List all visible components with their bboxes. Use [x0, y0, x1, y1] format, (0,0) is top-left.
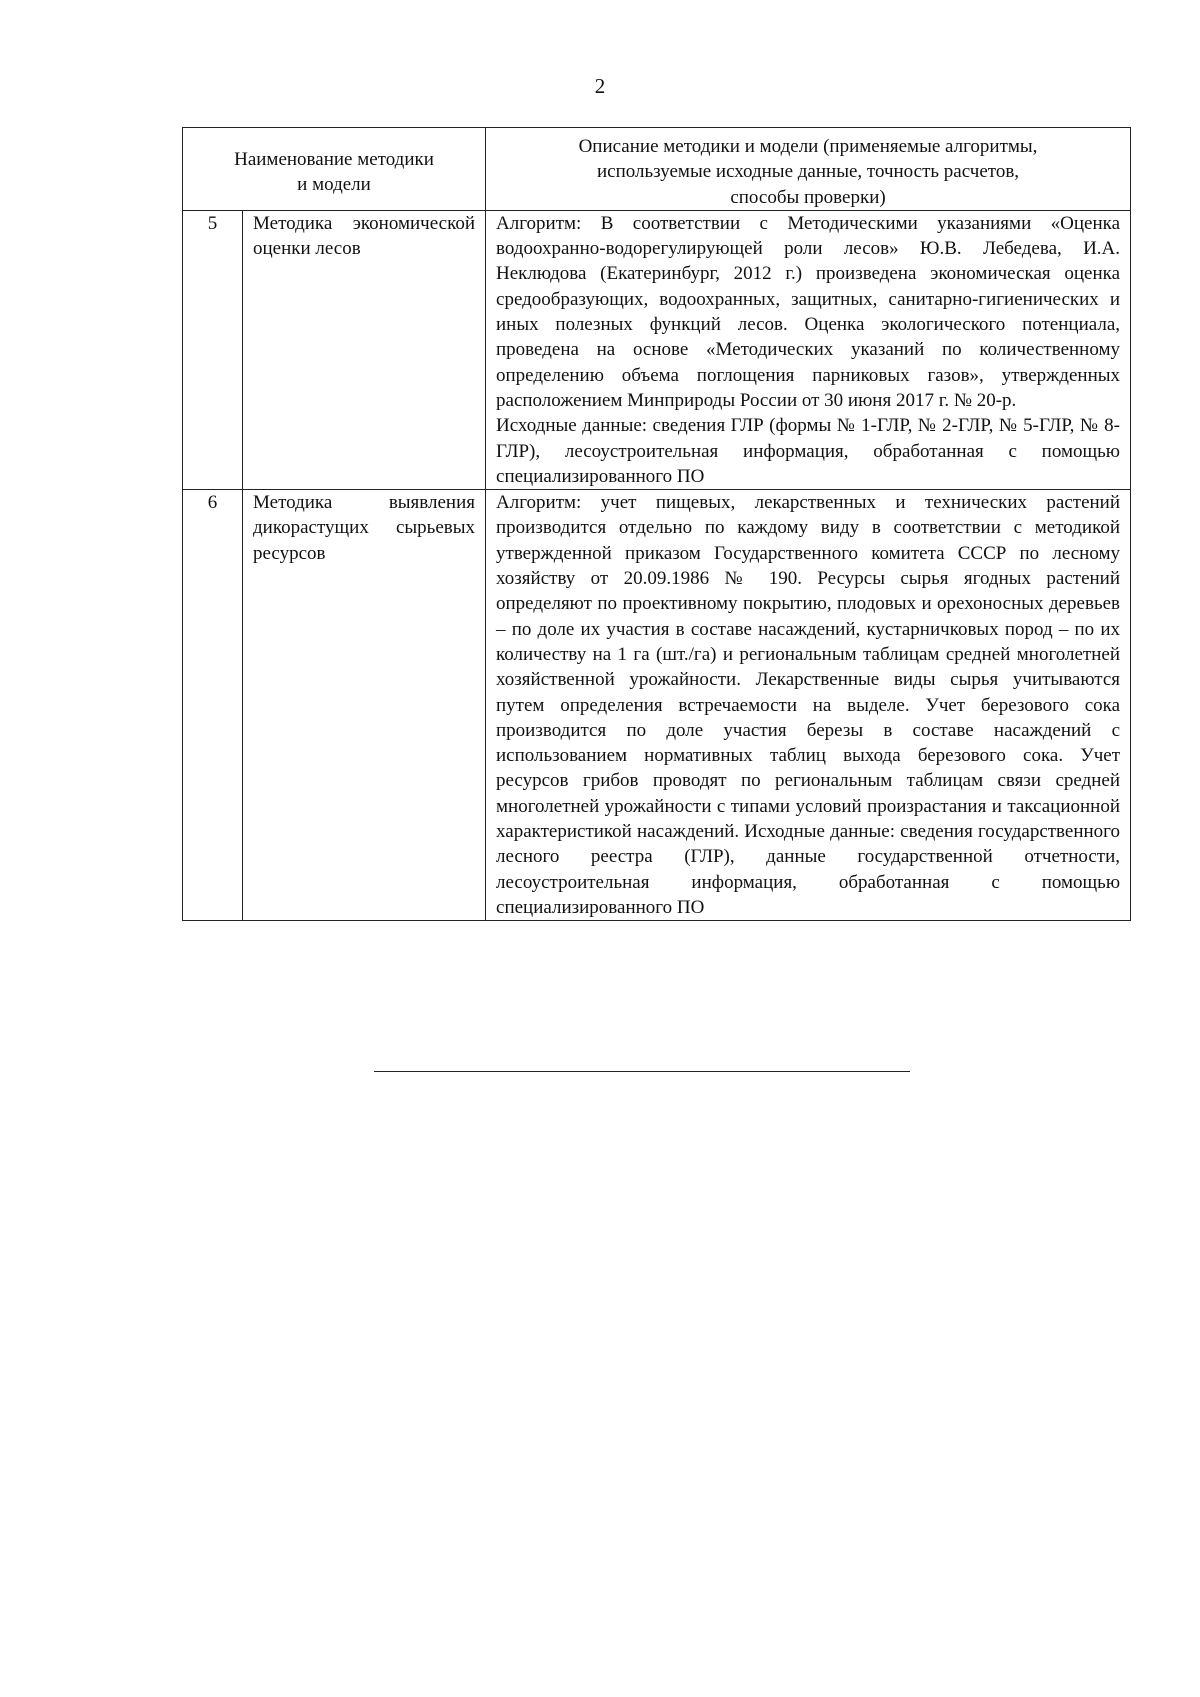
row-number: 5	[183, 210, 243, 489]
header-name-line: и модели	[297, 173, 371, 195]
table-row	[183, 490, 1131, 921]
header-name-line: Наименование методики	[234, 148, 434, 170]
header-name-cell	[183, 128, 486, 211]
method-name: Методика выявления дикорастущих сырьевых ресурсов	[243, 490, 486, 921]
method-algorithm: Алгоритм: учет пищевых, лекарственных и технических растений производится отдельно по каждому виду в соответствии с методикой утвержденной приказом Государственного комитета СССР по лесному хозяйству от 20.09.1986 № 190. Ресурсы сырья ягодных растений определяют по проективному покрытию, плодовых и орехоносных деревьев – по доле их участия в составе насаждений, кустарничковых пород – по их количеству на 1 га (шт./га) и региональным таблицам средней многолетней хозяйственной урожайности. Лекарственные виды сырья учитываются путем определения встречаемости на выделе. Учет березового сока производится по доле участия березы в составе насаждений с использованием нормативных таблиц выхода березового сока. Учет ресурсов грибов проводят по региональным таблицам связи средней многолетней урожайности с типами условий произрастания и таксационной характеристикой насаждений. Исходные данные: сведения государственного лесного реестра (ГЛР), данные государственной отчетности, лесоустроительная информация, обработанная с помощью специализированного ПО	[496, 492, 1121, 918]
method-description	[486, 210, 1131, 489]
methods-table	[182, 127, 1131, 921]
table-header-row	[183, 128, 1131, 211]
method-source-data: Исходные данные: сведения ГЛР (формы № 1-ГЛР, № 2-ГЛР, № 5-ГЛР, № 8-ГЛР), лесоустроительная информация, обработанная с помощью специализированного ПО	[496, 415, 1121, 487]
page-number: 2	[594, 74, 606, 98]
end-of-document-rule	[374, 1071, 910, 1072]
header-desc-cell	[486, 128, 1131, 211]
table-row	[183, 210, 1131, 489]
method-algorithm: Алгоритм: В соответствии с Методическими указаниями «Оценка водоохранно-водорегулирующей роли лесов» Ю.В. Лебедева, И.А. Неклюдова (Екатеринбург, 2012 г.) произведена экономическая оценка средообразующих, водоохранных, защитных, санитарно-гигиенических и иных полезных функций лесов. Оценка экологического потенциала, проведена на основе «Методических указаний по количественному определению объема поглощения парниковых газов», утвержденных расположением Минприроды России от 30 июня 2017 г. № 20-р.	[496, 212, 1121, 411]
method-name: Методика экономической оценки лесов	[243, 210, 486, 489]
header-desc-line: используемые исходные данные, точность расчетов,	[596, 161, 1020, 183]
row-number: 6	[183, 490, 243, 921]
method-description	[486, 490, 1131, 921]
header-desc-line: способы проверки)	[730, 186, 886, 208]
header-desc-line: Описание методики и модели (применяемые алгоритмы,	[578, 136, 1038, 157]
